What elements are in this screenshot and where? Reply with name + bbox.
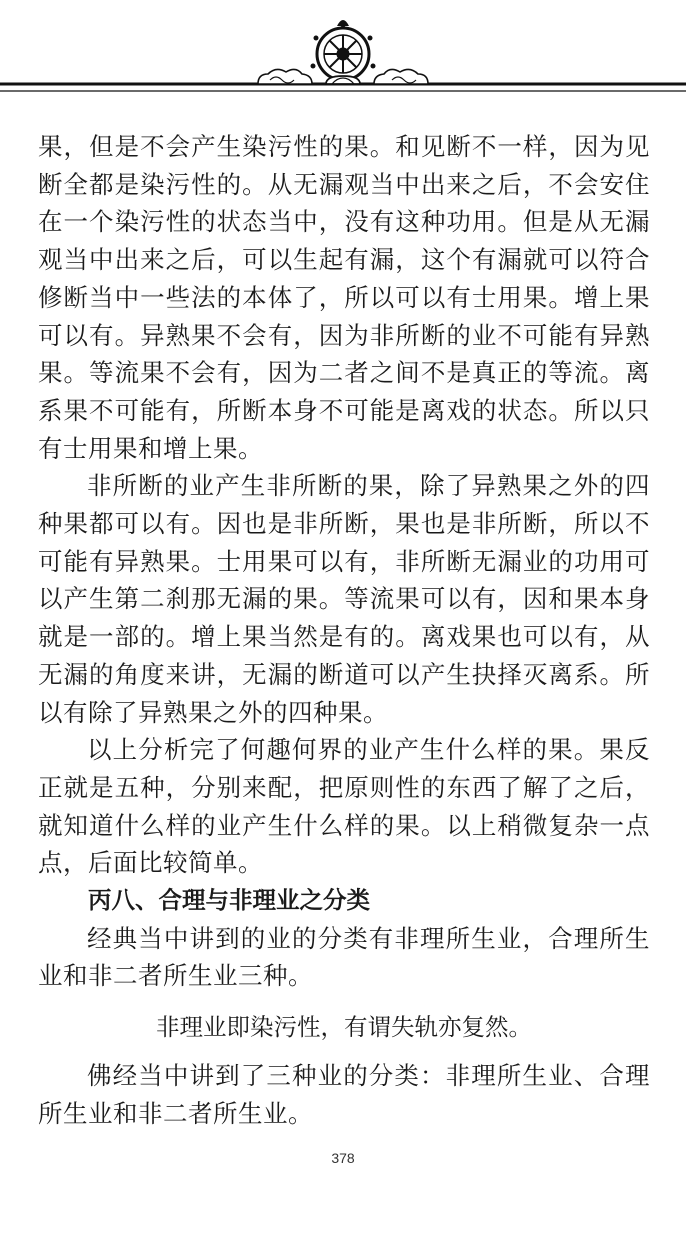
section-heading: 丙八、合理与非理业之分类 [88,886,370,915]
paragraph: 经典当中讲到的业的分类有非理所生业，合理所生业和非二者所生业三种。 [38,923,650,991]
page-number: 378 [331,1150,355,1166]
paragraph: 果，但是不会产生染污性的果。和见断不一样，因为见断全都是染污性的。从无漏观当中出来之后，不会安住在一个染污性的状态当中，没有这种功用。但是从无漏观当中出来之后，可以生起有漏，这个有漏就可以符合修断当中一些法的本体了，所以可以有士用果。增上果可以有。异熟果不会有，因为非所断的业不可能有异熟果。等流果不会有，因为二者之间不是真正的等流。离系果不可能有，所断本身不可能是离戏的状态。所以只有士用果和增上果。 [38,132,650,463]
verse-quote: 非理业即染污性，有谓失轨亦复然。 [156,1013,532,1042]
paragraph: 以上分析完了何趣何界的业产生什么样的果。果反正就是五种，分别来配，把原则性的东西了解了之后，就知道什么样的业产生什么样的果。以上稍微复杂一点点，后面比较简单。 [38,735,650,878]
page-header [0,0,686,110]
dharma-wheel-ornament-icon [0,0,686,110]
paragraph: 非所断的业产生非所断的果，除了异熟果之外的四种果都可以有。因也是非所断，果也是非所断，所以不可能有异熟果。士用果可以有，非所断无漏业的功用可以产生第二刹那无漏的果。等流果可以有，因和果本身就是一部的。增上果当然是有的。离戏果也可以有，从无漏的角度来讲，无漏的断道可以产生抉择灭离系。所以有除了异熟果之外的四种果。 [38,471,650,727]
page-body [38,128,650,1133]
paragraph: 佛经当中讲到了三种业的分类：非理所生业、合理所生业和非二者所生业。 [38,1061,650,1128]
